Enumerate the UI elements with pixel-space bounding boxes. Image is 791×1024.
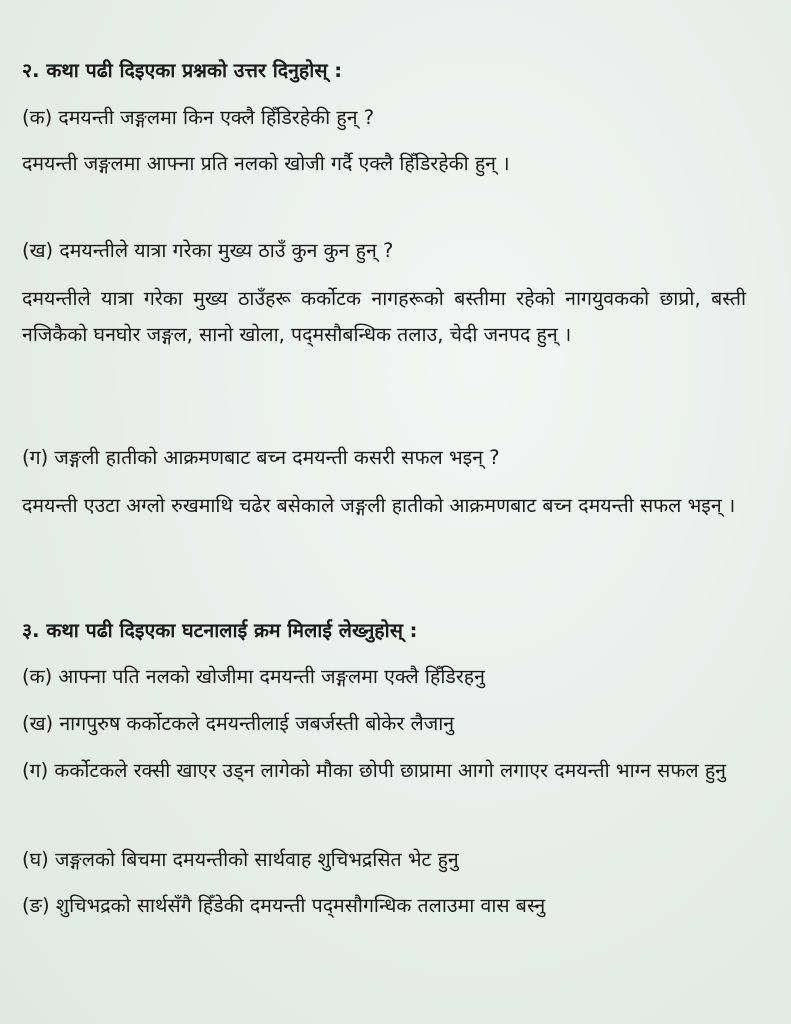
event-ka: (क) आफ्ना पति नलको खोजीमा दमयन्ती जङ्गलमा एक्लै हिँडिरहनु (22, 665, 485, 688)
answer-ga: दमयन्ती एउटा अग्लो रुखमाथि चढेर बसेकाले जङ्गली हातीको आक्रमणबाट बच्न दमयन्ती सफल भइन् । (22, 494, 736, 517)
answer-ka: दमयन्ती जङ्गलमा आफ्ना प्रति नलको खोजी गर्दै एक्लै हिँडिरहेकी हुन् । (22, 152, 510, 175)
event-ga: (ग) कर्कोटकले रक्सी खाएर उड्न लागेको मौका छोपी छाप्रामा आगो लगाएर दमयन्ती भाग्न सफल हुनु (22, 759, 726, 782)
section-3-heading: ३. कथा पढी दिइएका घटनालाई क्रम मिलाई लेख्नुहोस् : (22, 619, 418, 642)
question-ka: (क) दमयन्ती जङ्गलमा किन एक्लै हिँडिरहेकी हुन् ? (22, 106, 375, 129)
section-2-heading: २. कथा पढी दिइएका प्रश्नको उत्तर दिनुहोस् : (22, 59, 343, 82)
event-kha: (ख) नागपुरुष कर्कोटकले दमयन्तीलाई जबर्जस्ती बोकेर लैजानु (22, 712, 455, 735)
question-ga: (ग) जङ्गली हातीको आक्रमणबाट बच्न दमयन्ती कसरी सफल भइन् ? (22, 446, 500, 469)
event-gha: (घ) जङ्गलको बिचमा दमयन्तीको सार्थवाह शुचिभद्रसित भेट हुनु (22, 848, 459, 871)
answer-kha: दमयन्तीले यात्रा गरेका मुख्य ठाउँहरू कर्कोटक नागहरूको बस्तीमा रहेको नागयुवकको छाप्रो, बस्ती नजिकैको घनघोर जङ्गल, सानो खोला, पद्‌मसौबन्धिक तलाउ, चेदी जनपद हुन् । (22, 287, 746, 346)
event-nga: (ङ) शुचिभद्रको सार्थसँगै हिँडेकी दमयन्ती पद्‌मसौगन्धिक तलाउमा वास बस्नु (22, 894, 546, 917)
question-kha: (ख) दमयन्तीले यात्रा गरेका मुख्य ठाउँ कुन कुन हुन् ? (22, 239, 394, 262)
